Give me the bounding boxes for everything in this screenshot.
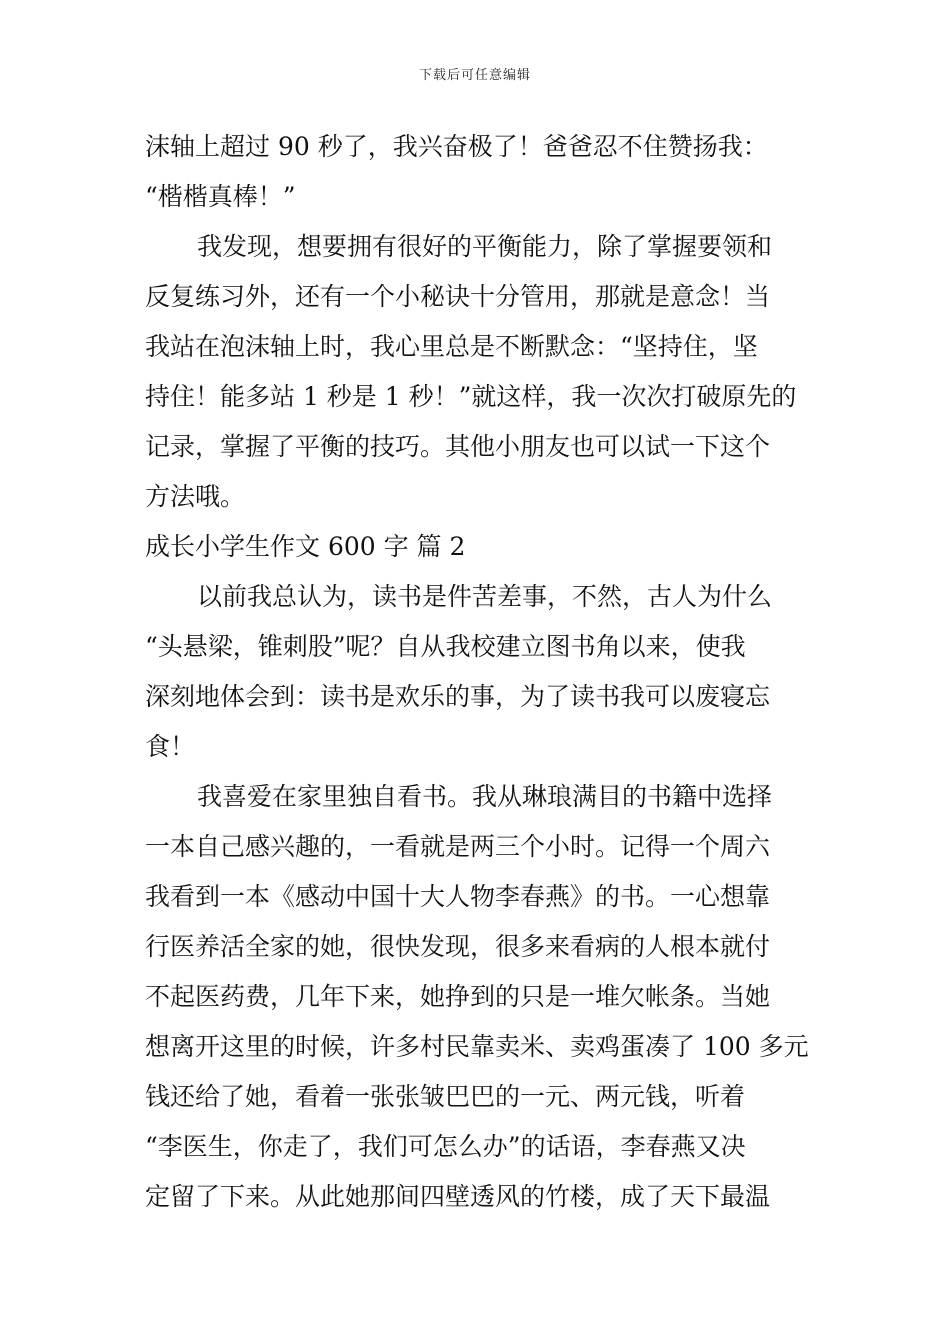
text-line: 反复练习外，还有一个小秘诀十分管用，那就是意念！当 (145, 282, 771, 311)
text-line: 食！ (145, 732, 196, 761)
header-note: 下载后可任意编辑 (418, 68, 531, 83)
text-line: 以前我总认为，读书是件苦差事，不然，古人为什么 (197, 582, 773, 611)
text-line: 我看到一本《感动中国十大人物李春燕》的书。一心想靠 (145, 882, 771, 911)
text-line: 钱还给了她，看着一张张皱巴巴的一元、两元钱，听着 (145, 1082, 746, 1111)
section-heading: 成长小学生作文 600 字 篇 2 (145, 532, 466, 561)
text-line: 定留了下来。从此她那间四壁透风的竹楼，成了天下最温 (145, 1182, 771, 1211)
text-line: 深刻地体会到：读书是欢乐的事，为了读书我可以废寝忘 (145, 682, 771, 711)
text-line: 方法哦。 (145, 482, 246, 511)
text-line: “李医生，你走了，我们可怎么办”的话语，李春燕又决 (145, 1132, 746, 1161)
text-line: 行医养活全家的她，很快发现，很多来看病的人根本就付 (145, 932, 771, 961)
text-line: 我发现，想要拥有很好的平衡能力，除了掌握要领和 (197, 232, 773, 261)
text-line: 我喜爱在家里独自看书。我从琳琅满目的书籍中选择 (197, 782, 773, 811)
text-line: 我站在泡沫轴上时，我心里总是不断默念：“坚持住，坚 (145, 332, 758, 361)
text-line: “楷楷真棒！” (145, 182, 296, 211)
text-line: 沫轴上超过 90 秒了，我兴奋极了！爸爸忍不住赞扬我： (145, 132, 768, 161)
essay-body (145, 122, 810, 1222)
text-line: 持住！能多站 1 秒是 1 秒！”就这样，我一次次打破原先的 (145, 382, 797, 411)
text-line: 一本自己感兴趣的，一看就是两三个小时。记得一个周六 (145, 832, 771, 861)
text-line: 不起医药费，几年下来，她挣到的只是一堆欠帐条。当她 (145, 982, 771, 1011)
text-line: 想离开这里的时候，许多村民靠卖米、卖鸡蛋凑了 100 多元 (145, 1032, 809, 1061)
text-line: “头悬梁，锥刺股”呢？自从我校建立图书角以来，使我 (145, 632, 746, 661)
text-line: 记录，掌握了平衡的技巧。其他小朋友也可以试一下这个 (145, 432, 771, 461)
